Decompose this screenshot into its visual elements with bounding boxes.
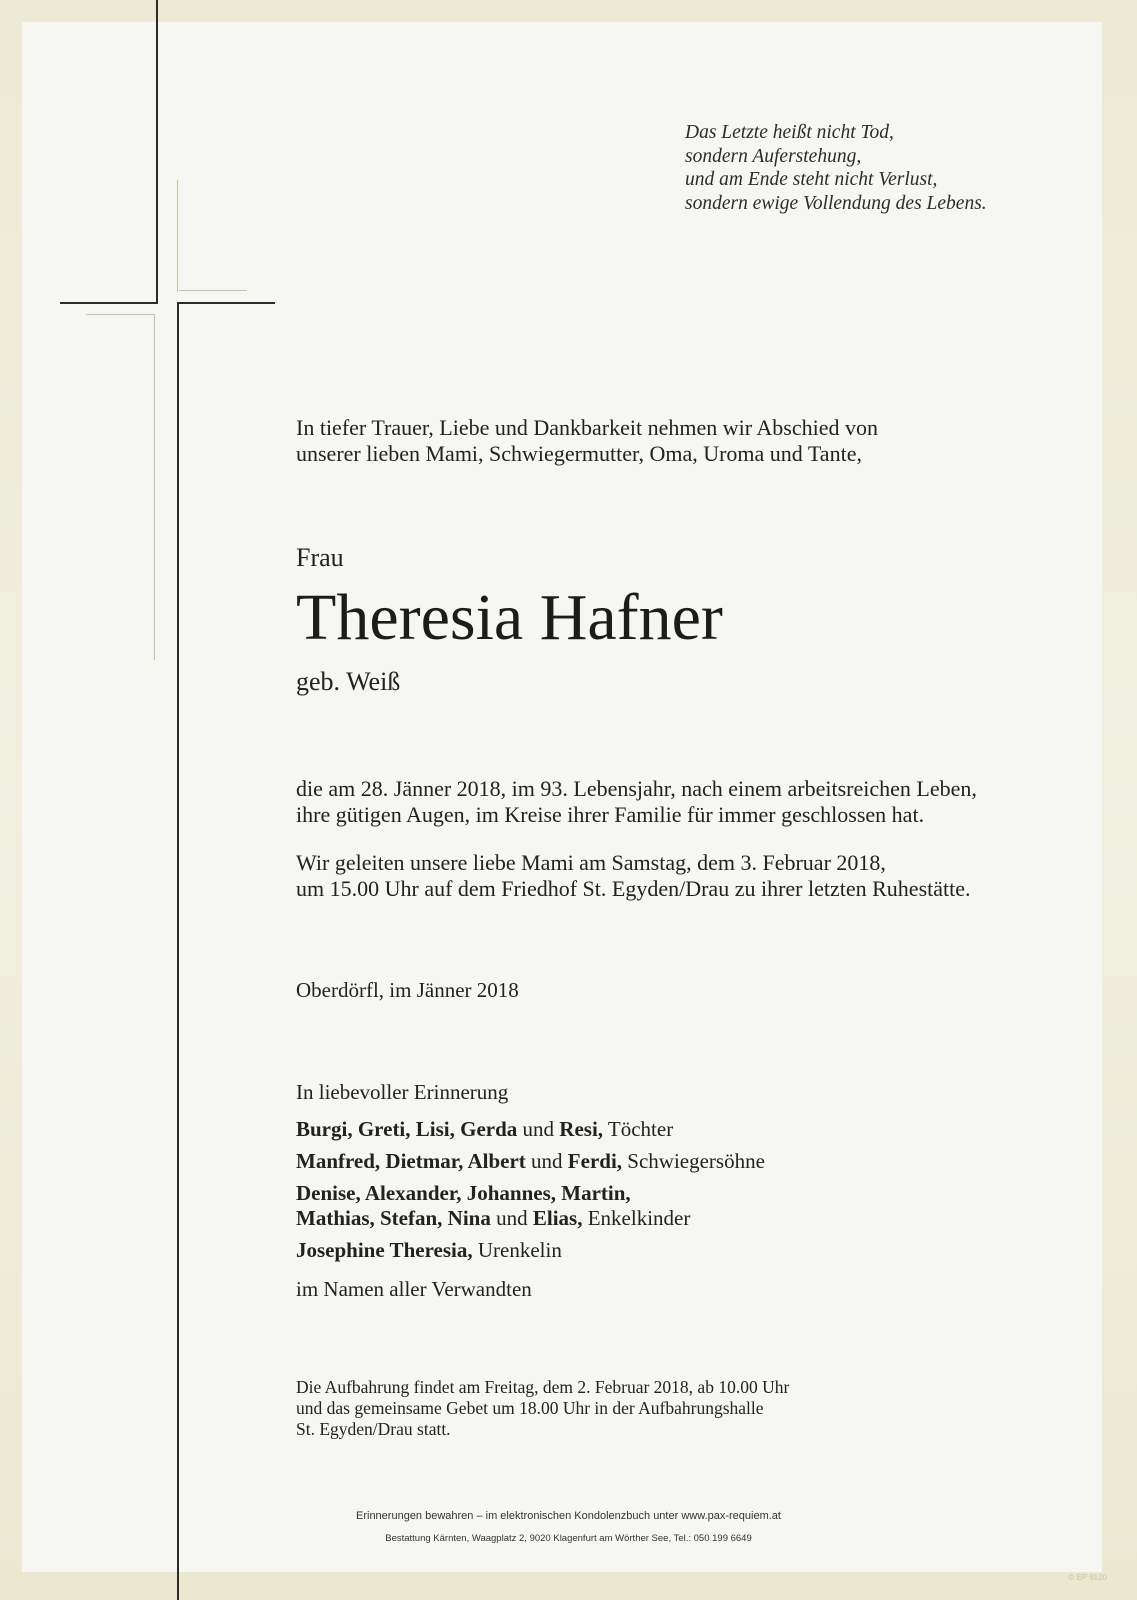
deceased-title: Frau bbox=[296, 543, 344, 572]
place-date: Oberdörfl, im Jänner 2018 bbox=[296, 978, 519, 1002]
family-grandchildren bbox=[296, 1181, 690, 1231]
quote-line: Das Letzte heißt nicht Tod, bbox=[685, 122, 894, 143]
great-grandchild-name: Josephine Theresia, bbox=[296, 1238, 473, 1262]
grandchildren-names-last: Elias, bbox=[532, 1206, 583, 1230]
grandchildren-role: Enkelkinder bbox=[582, 1206, 691, 1230]
memory-closing: im Namen aller Verwandten bbox=[296, 1277, 532, 1301]
death-notice-line: die am 28. Jänner 2018, im 93. Lebensjahr, nach einem arbeitsreichen Leben, bbox=[296, 776, 977, 801]
deceased-name: Theresia Hafner bbox=[296, 581, 723, 654]
cross-gold-horizontal-right bbox=[179, 290, 247, 291]
cross-dark-horizontal-left bbox=[60, 302, 158, 304]
quote-line: sondern ewige Vollendung des Lebens. bbox=[685, 192, 987, 214]
death-notice-line: ihre gütigen Augen, im Kreise ihrer Familie für immer geschlossen hat. bbox=[296, 802, 925, 827]
daughters-names: Burgi, Greti, Lisi, Gerda bbox=[296, 1117, 518, 1141]
sons-in-law-und: und bbox=[525, 1149, 568, 1173]
footer-funeral-home: Bestattung Kärnten, Waagplatz 2, 9020 Klagenfurt am Wörther See, Tel.: 050 199 6649 bbox=[385, 1533, 752, 1544]
sons-in-law-names-last: Ferdi, bbox=[567, 1149, 623, 1173]
death-notice bbox=[296, 776, 977, 828]
cross-dark-vertical-bottom bbox=[177, 302, 179, 1600]
viewing-line: und das gemeinsame Gebet um 18.00 Uhr in der Aufbahrungshalle bbox=[296, 1398, 764, 1418]
intro-line: unserer lieben Mami, Schwiegermutter, Oma, Uroma und Tante, bbox=[296, 441, 862, 466]
memory-title: In liebevoller Erinnerung bbox=[296, 1080, 509, 1104]
quote-line: sondern Auferstehung, bbox=[685, 145, 862, 167]
footer-condolence-link: Erinnerungen bewahren – im elektronischen Kondolenzbuch unter www.pax-requiem.at bbox=[356, 1510, 781, 1522]
family-daughters bbox=[296, 1117, 673, 1142]
great-grandchild-role: Urenkelin bbox=[472, 1238, 562, 1262]
quote bbox=[685, 121, 987, 215]
grandchildren-names-line1: Denise, Alexander, Johannes, Martin, bbox=[296, 1181, 631, 1205]
funeral-notice bbox=[296, 850, 971, 902]
daughters-und: und bbox=[517, 1117, 560, 1141]
family-great-grandchild bbox=[296, 1238, 562, 1263]
viewing-line: St. Egyden/Drau statt. bbox=[296, 1419, 451, 1439]
deceased-birth-name: geb. Weiß bbox=[296, 667, 401, 696]
funeral-line: Wir geleiten unsere liebe Mami am Samstag, dem 3. Februar 2018, bbox=[296, 850, 886, 875]
cross-gold-vertical-top bbox=[177, 180, 178, 292]
cross-dark-horizontal-right bbox=[177, 302, 275, 304]
funeral-line: um 15.00 Uhr auf dem Friedhof St. Egyden/Drau zu ihrer letzten Ruhestätte. bbox=[296, 876, 971, 901]
cross-gold-vertical-bottom bbox=[154, 314, 155, 660]
family-sons-in-law bbox=[296, 1149, 765, 1174]
sons-in-law-names: Manfred, Dietmar, Albert bbox=[296, 1149, 526, 1173]
intro-text bbox=[296, 415, 878, 467]
sons-in-law-role: Schwiegersöhne bbox=[622, 1149, 765, 1173]
cross-gold-horizontal-left bbox=[86, 314, 154, 315]
cross-dark-vertical-top bbox=[156, 0, 158, 304]
grandchildren-names: Mathias, Stefan, Nina bbox=[296, 1206, 491, 1230]
quote-line: und am Ende steht nicht Verlust, bbox=[685, 169, 938, 190]
viewing-line: Die Aufbahrung findet am Freitag, dem 2. Februar 2018, ab 10.00 Uhr bbox=[296, 1377, 790, 1397]
print-code: © EP 9120 bbox=[1068, 1573, 1107, 1582]
viewing-notice bbox=[296, 1377, 789, 1440]
grandchildren-und: und bbox=[490, 1206, 533, 1230]
daughters-role: Töchter bbox=[603, 1117, 674, 1141]
intro-line: In tiefer Trauer, Liebe und Dankbarkeit nehmen wir Abschied von bbox=[296, 415, 878, 440]
daughters-names-last: Resi, bbox=[559, 1117, 604, 1141]
